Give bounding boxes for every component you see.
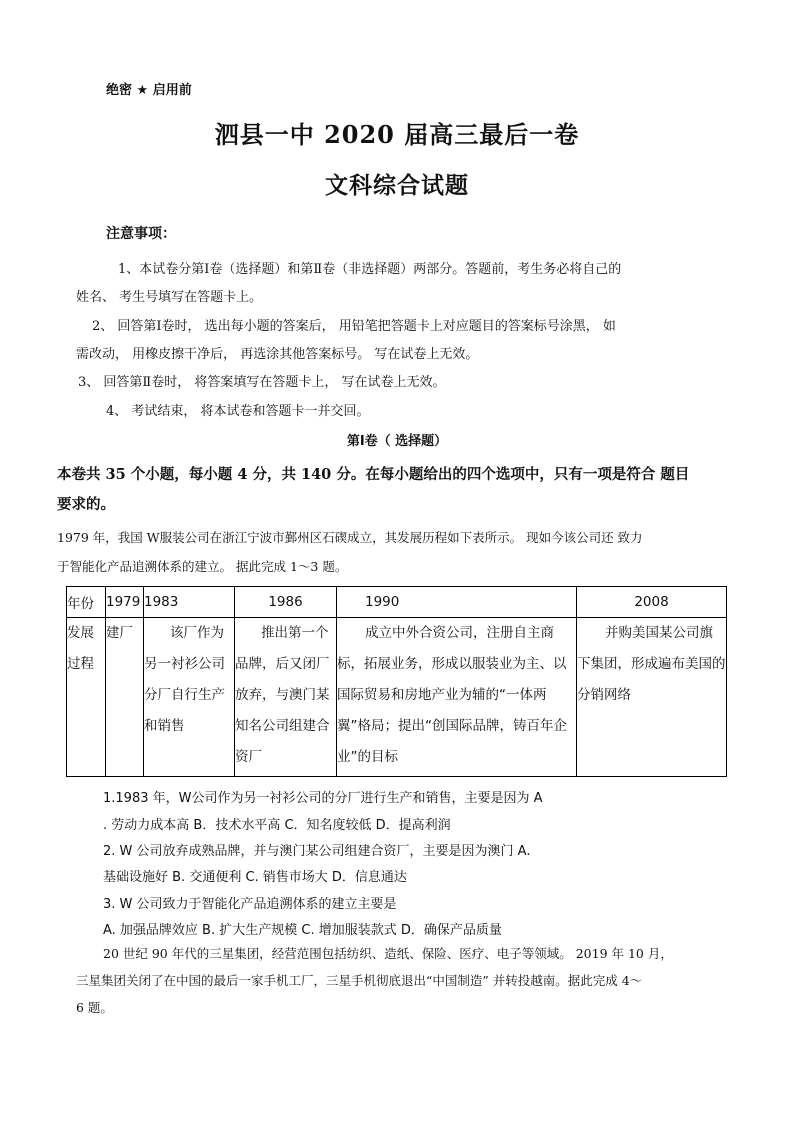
question-options: A. 加强品牌效应 B. 扩大生产规模 C. 增加服装款式 D．确保产品质量 (103, 923, 502, 938)
passage-text: 6 题。 (76, 1000, 113, 1015)
question-stem: 2. W 公司放弃成熟品牌，并与澳门某公司组建合资厂，主要是因为澳门 A. (103, 844, 531, 859)
table-cell: 成立中外合资公司，注册自主商标，拓展业务，形成以服装业为主、以国际贸易和房地产业为辅的“一体两翼”格局；提出“创国际品牌，铸百年企业”的目标 (337, 625, 567, 765)
table-header-cell: 1990 (337, 587, 577, 618)
notice-line: 1、本试卷分第Ⅰ卷（选择题）和第Ⅱ卷（非选择题）两部分。答题前，考生务必将自己的 (118, 262, 622, 277)
notice-line: 3、 回答第Ⅱ卷时， 将答案填写在答题卡上， 写在试卷上无效。 (78, 375, 446, 390)
question-stem: 1.1983 年，W公司作为另一衬衫公司的分厂进行生产和销售，主要是因为 A (103, 791, 543, 806)
table-cell: 该厂作为另一衬衫公司分厂自行生产和销售 (144, 625, 225, 734)
table-row-label: 发展过程 (67, 625, 94, 672)
table-cell: 建厂 (106, 625, 133, 641)
notice-line: 姓名、 考生号填写在答题卡上。 (76, 290, 263, 305)
table-header-cell: 年份 (67, 587, 106, 618)
table-row (67, 618, 727, 777)
section-instructions: 要求的。 (57, 496, 115, 513)
passage-text: 1979 年，我国 W服装公司在浙江宁波市鄞州区石碶成立，其发展历程如下表所示。 现如今该公司还 致力 (57, 530, 643, 545)
table-header-cell: 1983 (144, 587, 235, 618)
question-stem: 3. W 公司致力于智能化产品追溯体系的建立主要是 (103, 897, 397, 912)
exam-subtitle: 文科综合试题 (325, 172, 469, 199)
exam-title: 泗县一中 2020 届高三最后一卷 (214, 120, 580, 149)
notice-line: 需改动， 用橡皮擦干净后， 再选涂其他答案标号。 写在试卷上无效。 (76, 347, 479, 362)
section-instructions: 本卷共 35 个小题，每小题 4 分，共 140 分。在每小题给出的四个选项中，只有一项是符合 题目 (57, 466, 690, 483)
passage-text: 于智能化产品追溯体系的建立。 据此完成 1～3 题。 (57, 559, 348, 574)
question-options: 基础设施好 B. 交通便利 C. 销售市场大 D．信息通达 (103, 870, 407, 885)
table-header-cell: 1979 (106, 587, 144, 618)
table-cell: 推出第一个品牌，后又闭厂放弃，与澳门某知名公司组建合资厂 (235, 625, 330, 765)
notice-line: 4、 考试结束， 将本试卷和答题卡一并交回。 (106, 404, 370, 419)
section-title: 第Ⅰ卷（ 选择题） (346, 434, 448, 449)
notice-heading: 注意事项： (106, 226, 176, 242)
table-header-cell: 1986 (235, 587, 337, 618)
table-header-row (67, 587, 727, 618)
development-history-table (66, 586, 727, 777)
table-cell: 并购美国某公司旗下集团，形成遍布美国的分销网络 (577, 625, 726, 703)
table-header-cell: 2008 (577, 587, 727, 618)
confidential-label: 绝密 ★ 启用前 (106, 83, 192, 98)
notice-line: 2、 回答第Ⅰ卷时， 选出每小题的答案后， 用铅笔把答题卡上对应题目的答案标号涂黑， 如 (92, 319, 616, 334)
passage-text: 三星集团关闭了在中国的最后一家手机工厂，三星手机彻底退出“中国制造” 并转投越南。据此完成 4～ (76, 973, 643, 988)
question-options: . 劳动力成本高 B．技术水平高 C．知名度较低 D．提高利润 (103, 818, 451, 833)
passage-text: 20 世纪 90 年代的三星集团，经营范围包括纺织、造纸、保险、医疗、电子等领域。 2019 年 10 月， (103, 946, 673, 961)
